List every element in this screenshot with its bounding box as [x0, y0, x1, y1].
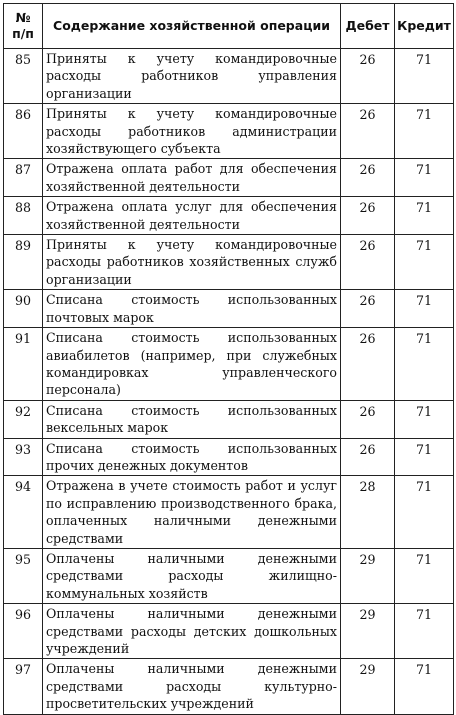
row-number-cell: 97 — [4, 659, 43, 714]
operation-description-cell: Отражена оплата услуг для обеспечения хозяйственной деятельности — [43, 197, 341, 235]
operation-description-cell: Списана стоимость использованных почтовых марок — [43, 290, 341, 328]
debit-account-cell: 26 — [341, 400, 395, 438]
operation-description-cell: Отражена оплата работ для обеспечения хозяйственной деятельности — [43, 159, 341, 197]
table-body — [4, 49, 454, 715]
table-row — [4, 290, 454, 328]
operation-description-cell: Оплачены наличными денежными средствами расходы детских дошкольных учреждений — [43, 604, 341, 659]
debit-account-cell: 29 — [341, 659, 395, 714]
table-row — [4, 49, 454, 104]
row-number-cell: 89 — [4, 235, 43, 290]
credit-account-cell: 71 — [395, 438, 454, 476]
row-number-cell: 95 — [4, 548, 43, 603]
debit-account-cell: 28 — [341, 476, 395, 549]
operation-description-cell: Списана стоимость использованных авиабилетов (например, при служебных командировках управленческого персонала) — [43, 328, 341, 401]
table-row — [4, 104, 454, 159]
table-row — [4, 197, 454, 235]
row-number-cell: 85 — [4, 49, 43, 104]
row-number-cell: 88 — [4, 197, 43, 235]
debit-account-cell: 26 — [341, 438, 395, 476]
header-number: № п/п — [4, 4, 43, 49]
header-debit: Дебет — [341, 4, 395, 49]
credit-account-cell: 71 — [395, 604, 454, 659]
header-row — [4, 4, 454, 49]
row-number-cell: 91 — [4, 328, 43, 401]
operation-description-cell: Приняты к учету командировочные расходы работников администрации хозяйствующего субъекта — [43, 104, 341, 159]
table-row — [4, 604, 454, 659]
credit-account-cell: 71 — [395, 328, 454, 401]
credit-account-cell: 71 — [395, 659, 454, 714]
credit-account-cell: 71 — [395, 159, 454, 197]
credit-account-cell: 71 — [395, 400, 454, 438]
credit-account-cell: 71 — [395, 49, 454, 104]
operation-description-cell: Списана стоимость использованных прочих денежных документов — [43, 438, 341, 476]
debit-account-cell: 26 — [341, 235, 395, 290]
table-row — [4, 400, 454, 438]
debit-account-cell: 26 — [341, 159, 395, 197]
table-header — [4, 4, 454, 49]
header-description: Содержание хозяйственной операции — [43, 4, 341, 49]
credit-account-cell: 71 — [395, 104, 454, 159]
table-row — [4, 548, 454, 603]
operation-description-cell: Приняты к учету командировочные расходы работников хозяйственных служб организации — [43, 235, 341, 290]
credit-account-cell: 71 — [395, 548, 454, 603]
row-number-cell: 87 — [4, 159, 43, 197]
operations-table — [3, 3, 454, 715]
table-row — [4, 438, 454, 476]
operation-description-cell: Оплачены наличными денежными средствами расходы культурно-просветительских учреждений — [43, 659, 341, 714]
operation-description-cell: Оплачены наличными денежными средствами расходы жилищно-коммунальных хозяйств — [43, 548, 341, 603]
table-row — [4, 235, 454, 290]
row-number-cell: 92 — [4, 400, 43, 438]
debit-account-cell: 29 — [341, 548, 395, 603]
debit-account-cell: 26 — [341, 328, 395, 401]
row-number-cell: 96 — [4, 604, 43, 659]
table-row — [4, 476, 454, 549]
debit-account-cell: 29 — [341, 604, 395, 659]
document-page — [3, 3, 453, 715]
credit-account-cell: 71 — [395, 197, 454, 235]
debit-account-cell: 26 — [341, 104, 395, 159]
header-credit: Кредит — [395, 4, 454, 49]
debit-account-cell: 26 — [341, 49, 395, 104]
row-number-cell: 86 — [4, 104, 43, 159]
table-row — [4, 328, 454, 401]
row-number-cell: 94 — [4, 476, 43, 549]
row-number-cell: 93 — [4, 438, 43, 476]
operation-description-cell: Списана стоимость использованных вексельных марок — [43, 400, 341, 438]
credit-account-cell: 71 — [395, 290, 454, 328]
operation-description-cell: Приняты к учету командировочные расходы работников управления организации — [43, 49, 341, 104]
debit-account-cell: 26 — [341, 290, 395, 328]
credit-account-cell: 71 — [395, 476, 454, 549]
table-row — [4, 159, 454, 197]
row-number-cell: 90 — [4, 290, 43, 328]
table-row — [4, 659, 454, 714]
credit-account-cell: 71 — [395, 235, 454, 290]
operation-description-cell: Отражена в учете стоимость работ и услуг по исправлению производственного брака, оплаченных наличными денежными средствами — [43, 476, 341, 549]
debit-account-cell: 26 — [341, 197, 395, 235]
